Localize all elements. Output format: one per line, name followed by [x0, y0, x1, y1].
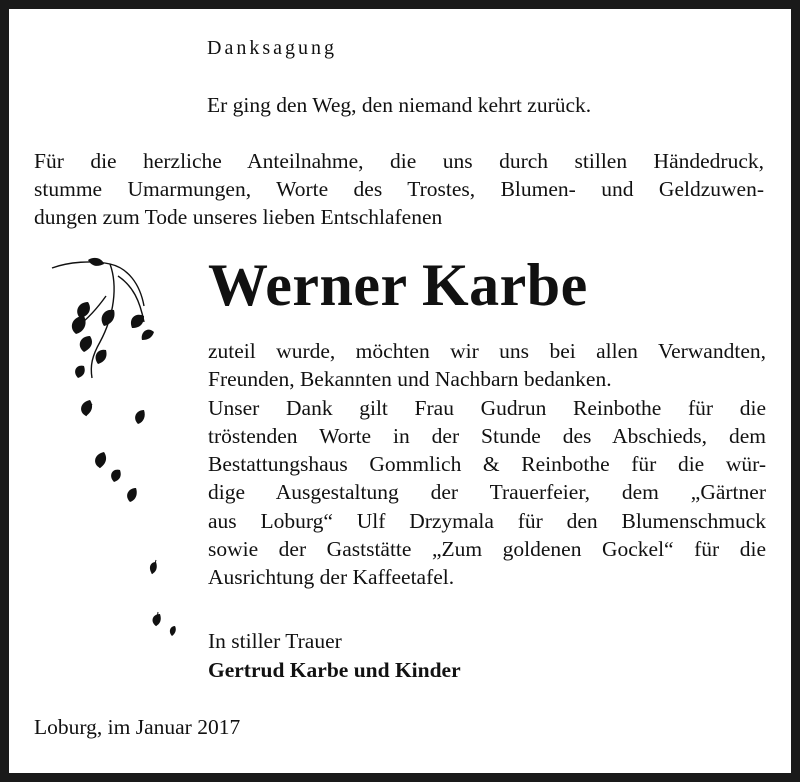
body-line: Bestattungshaus Gommlich & Reinbothe für die wür- [208, 452, 766, 477]
body-line: zuteil wurde, möchten wir uns bei allen Verwandten, [208, 339, 766, 363]
body-line: Unser Dank gilt Frau Gudrun Reinbothe für die [208, 395, 766, 420]
intro-line: Für die herzliche Anteilnahme, die uns durch stillen Händedruck, [34, 149, 764, 173]
thanks-paragraph [208, 337, 766, 592]
signature: Gertrud Karbe und Kinder [208, 658, 461, 682]
body-line: tröstenden Worte in der Stunde des Abschieds, dem [208, 423, 766, 448]
body-line: Ausrichtung der Kaffeetafel. [208, 565, 455, 590]
birch-branch-leaves-icon [48, 256, 188, 646]
body-line: aus Loburg“ Ulf Drzymala für den Blumenschmuck [208, 508, 766, 533]
body-line: Freunden, Bekannten und Nachbarn bedanken. [208, 367, 612, 392]
intro-paragraph [34, 147, 764, 231]
body-line: sowie der Gaststätte „Zum goldenen Gockel“ für die [208, 537, 766, 562]
body-line: dige Ausgestaltung der Trauerfeier, dem „Gärtner [208, 480, 766, 505]
closing-text: In stiller Trauer [208, 629, 342, 653]
deceased-name: Werner Karbe [208, 252, 588, 318]
intro-line: dungen zum Tode unseres lieben Entschlafenen [34, 205, 443, 229]
place-date: Loburg, im Januar 2017 [34, 715, 241, 739]
motto: Er ging den Weg, den niemand kehrt zurück. [207, 93, 592, 117]
notice-heading: Danksagung [207, 37, 337, 59]
intro-line: stumme Umarmungen, Worte des Trostes, Blumen- und Geldzuwen- [34, 177, 764, 201]
